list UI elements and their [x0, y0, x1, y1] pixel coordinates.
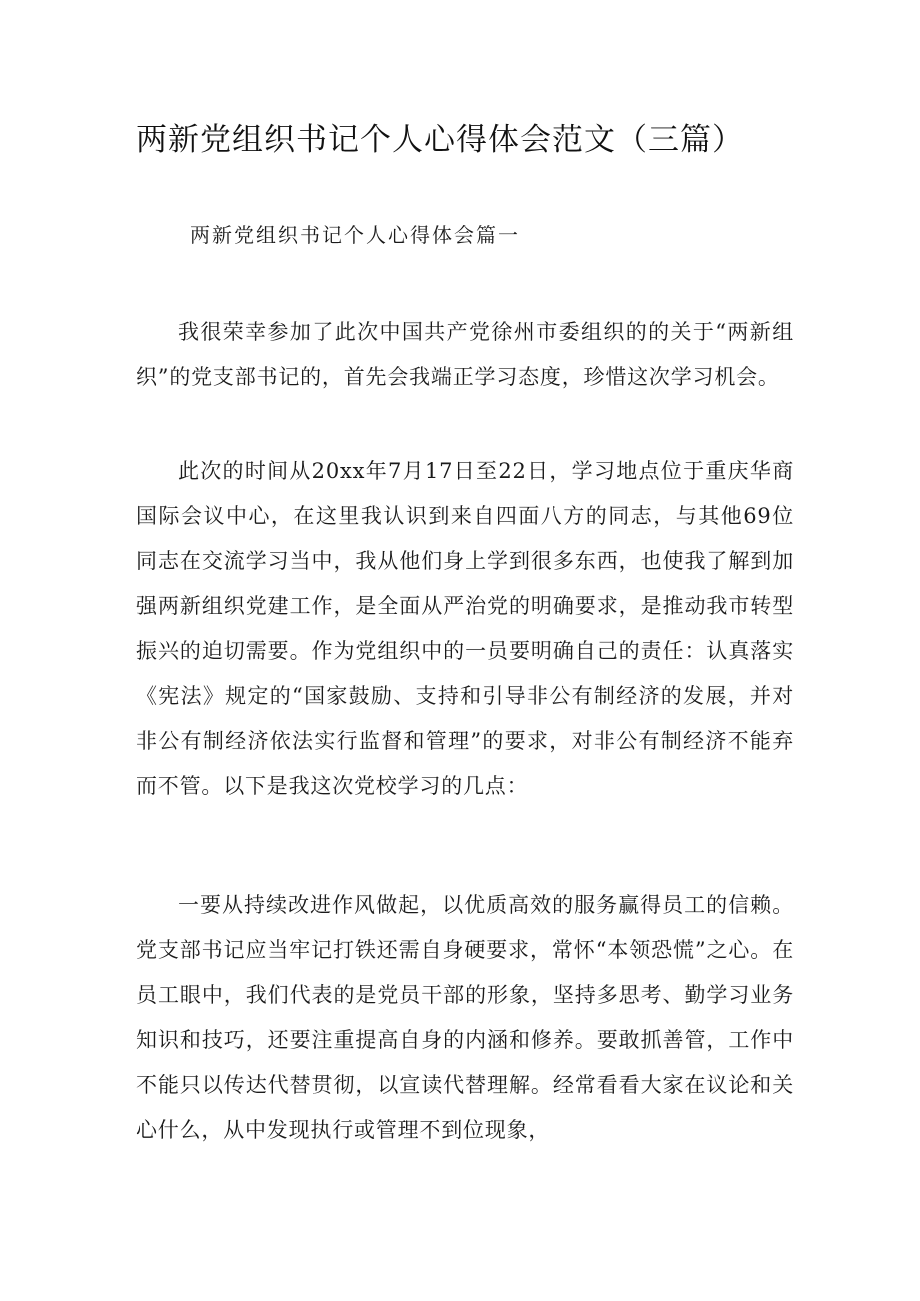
paragraph: 我很荣幸参加了此次中国共产党徐州市委组织的的关于“两新组织”的党支部书记的，首先会我端正学习态度，珍惜这次学习机会。 — [136, 320, 794, 389]
section-heading: 两新党组织书记个人心得体会篇一 — [190, 223, 520, 247]
paragraph: 一要从持续改进作风做起，以优质高效的服务赢得员工的信赖。党支部书记应当牢记打铁还需自身硬要求，常怀“本领恐慌”之心。在员工眼中，我们代表的是党员干部的形象，坚持多思考、勤学习业务知识和技巧，还要注重提高自身的内涵和修养。要敢抓善管，工作中不能只以传达代替贯彻，以宣读代替理解。经常看看大家在议论和关心什么，从中发现执行或管理不到位现象， — [136, 893, 794, 1142]
document-title: 两新党组织书记个人心得体会范文（三篇） — [136, 122, 744, 158]
paragraph: 此次的时间从20xx年7月17日至22日，学习地点位于重庆华商国际会议中心，在这里我认识到来自四面八方的同志，与其他69位同志在交流学习当中，我从他们身上学到很多东西，也使我了解到加强两新组织党建工作，是全面从严治党的明确要求，是推动我市转型振兴的迫切需要。作为党组织中的一员要明确自己的责任：认真落实《宪法》规定的“国家鼓励、支持和引导非公有制经济的发展，并对非公有制经济依法实行监督和管理”的要求，对非公有制经济不能弃而不管。以下是我这次党校学习的几点： — [136, 459, 794, 798]
